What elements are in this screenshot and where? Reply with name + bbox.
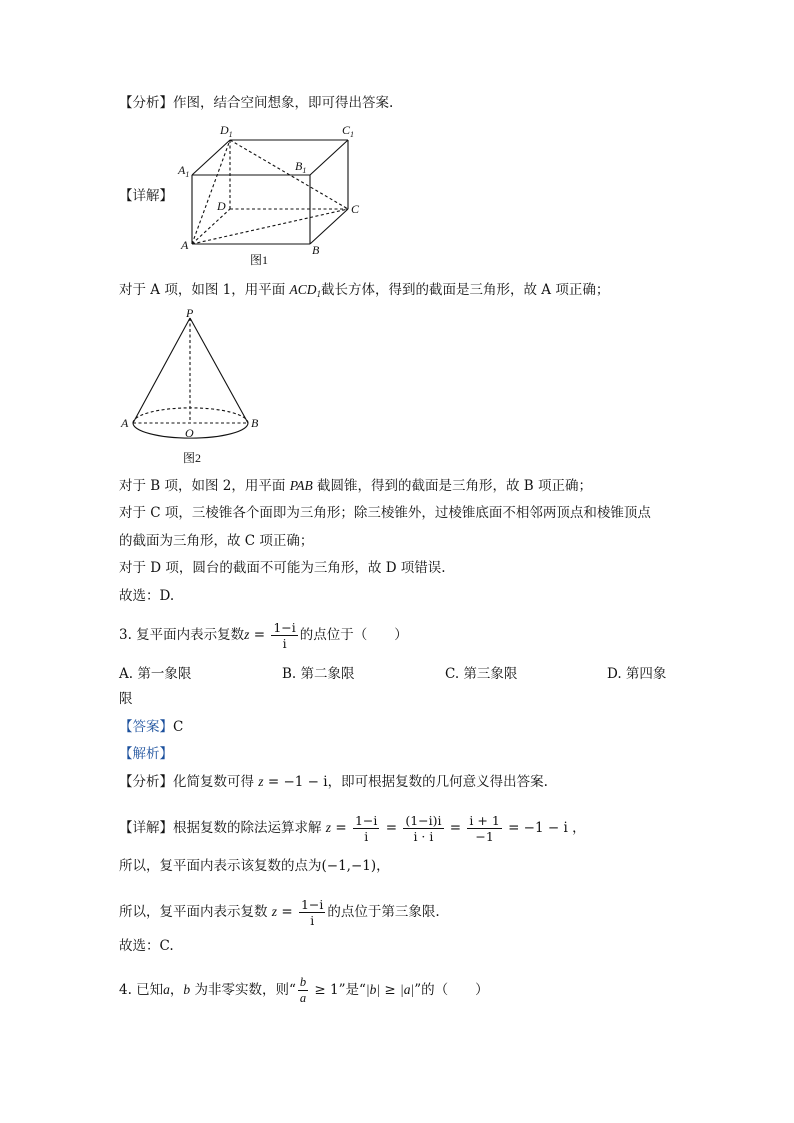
figure-2-cone <box>115 306 265 468</box>
line-option-c-2: 的截面为三角形，故 C 项正确； <box>119 533 314 549</box>
figure-1-cuboid <box>170 118 370 270</box>
label-C1: $C_1$ <box>342 123 355 139</box>
detail-line-3: 【详解】根据复数的除法运算求解 z = $\frac{1-i}{i}$ = $\frac{(1-i)i}{i \cdot i}$ = $\frac{i + 1}{-1}$ = −1 − i ， <box>119 813 586 844</box>
analysis-tag: 【分析】 <box>119 95 173 111</box>
option-a: A. 第一象限 <box>119 666 192 682</box>
line-option-d: 对于 D 项，圆台的截面不可能为三角形，故 D 项错误. <box>119 560 446 576</box>
point-value: (−1,−1) <box>321 858 377 874</box>
line-option-b: 对于 B 项，如图 2，用平面 PAB 截圆锥，得到的截面是三角形，故 B 项正确； <box>119 478 592 494</box>
option-d-wrap: 限 <box>119 691 133 707</box>
question-3: 3. 复平面内表示复数z = $\frac{1-i}{i}$ 的点位于（ ） <box>119 620 408 651</box>
plane-pab: PAB <box>289 478 313 493</box>
label-D1: $D_1$ <box>220 123 233 139</box>
label-A: A <box>181 238 189 252</box>
choice-line-1: 故选：D. <box>119 588 175 604</box>
label-D: D <box>217 199 226 213</box>
option-d: D. 第四象 <box>607 666 667 682</box>
fraction: $\frac{1-i}{i}$ <box>300 897 324 928</box>
line-option-c-1: 对于 C 项，三棱锥各个面即为三角形；除三棱锥外，过棱锥底面不相邻两顶点和棱锥顶点 <box>119 505 651 521</box>
fraction-2: $\frac{(1-i)i}{i \cdot i}$ <box>405 813 442 844</box>
analysis-text: 作图，结合空间想象，即可得出答案. <box>173 95 394 111</box>
figure-1-caption: 图1 <box>250 253 269 267</box>
point-line: 所以，复平面内表示该复数的点为(−1,−1)， <box>119 858 390 874</box>
label-B: B <box>312 243 320 257</box>
detail-tag-1: 【详解】 <box>119 188 173 204</box>
jiexi-tag: 【解析】 <box>119 746 173 762</box>
analysis-line-1 <box>119 94 393 112</box>
label-B-cone: B <box>251 416 259 430</box>
fraction: $\frac{b}{a}$ <box>299 975 307 1005</box>
fraction-3: $\frac{i + 1}{-1}$ <box>469 813 500 844</box>
label-A1: $A_1$ <box>178 163 190 179</box>
option-b: B. 第二象限 <box>282 666 355 682</box>
fraction: $\frac{1-i}{i}$ <box>273 620 296 651</box>
analysis-line-3: 【分析】化简复数可得 z = −1 − i，即可根据复数的几何意义得出答案. <box>119 774 548 790</box>
choice-line-3: 故选：C. <box>119 938 174 954</box>
label-C: C <box>351 202 360 216</box>
question-4: 4. 已知a，b 为非零实数，则“ $\frac{b}{a}$ ≥ 1”是“|b| ≥ |a|”的（ ） <box>119 975 489 1005</box>
line-option-a: 对于 A 项，如图 1，用平面 $ACD_1$截长方体，得到的截面是三角形，故 A 项正确； <box>119 282 610 299</box>
answer-line <box>119 718 183 736</box>
figure-2-caption: 图2 <box>183 451 202 465</box>
label-B1: $B_1$ <box>295 159 307 175</box>
label-O: O <box>185 426 194 440</box>
fraction-1: $\frac{1-i}{i}$ <box>354 813 378 844</box>
plane-acd1: $ACD_1$ <box>289 282 322 299</box>
quadrant-line: 所以，复平面内表示复数 z = $\frac{1-i}{i}$ 的点位于第三象限. <box>119 897 440 928</box>
option-c: C. 第三象限 <box>445 666 518 682</box>
answer-tag: 【答案】 <box>119 719 173 735</box>
label-P: P <box>186 306 194 320</box>
label-A-cone: A <box>121 416 129 430</box>
answer-value: C <box>173 719 184 735</box>
